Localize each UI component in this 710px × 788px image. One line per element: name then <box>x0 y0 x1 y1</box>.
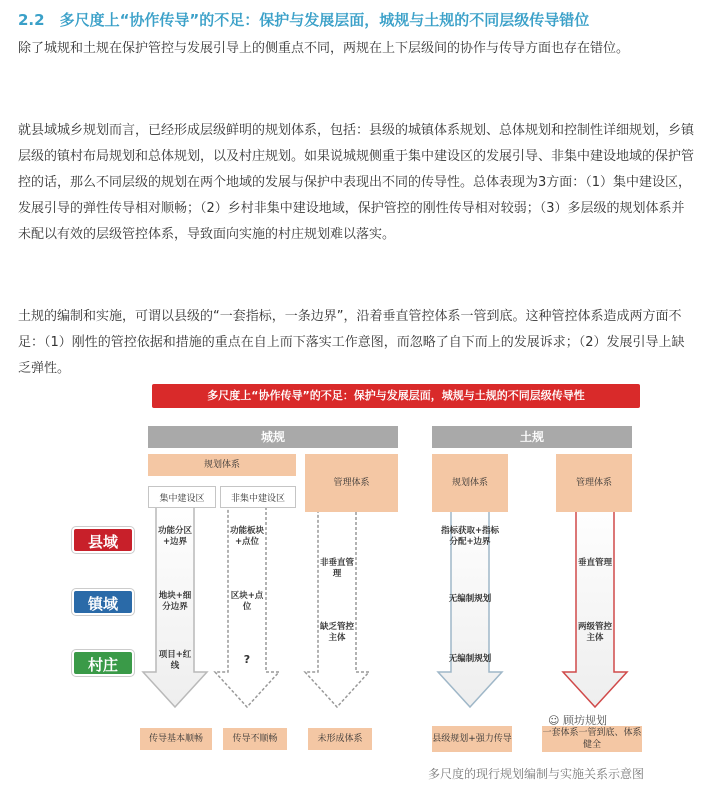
col4-county: 指标获取+指标分配+边界 <box>440 526 500 547</box>
land-management-system: 管理体系 <box>556 454 632 512</box>
bottom-col4: 县级规划+强力传导 <box>432 726 512 752</box>
col4-town: 无编制规划 <box>448 594 492 604</box>
city-plan-header: 城规 <box>148 426 398 448</box>
col4-village: 无编制规划 <box>448 654 492 664</box>
arrow-col5 <box>563 500 627 707</box>
paragraph-1: 除了城规和土规在保护管控与发展引导上的侧重点不同，两规在上下层级间的协作与传导方面也存在错位。 <box>18 41 630 56</box>
city-management-system: 管理体系 <box>305 454 398 512</box>
concentrated-area: 集中建设区 <box>148 486 216 508</box>
land-plan-header: 土规 <box>432 426 632 448</box>
figure-caption: 多尺度的现行规划编制与实施关系示意图 <box>428 767 645 781</box>
paragraph-3: 土规的编制和实施，可谓以县级的“一套指标，一条边界”，沿着垂直管控体系一管到底。这种管控体系造成两方面不足：（1）刚性的管控依据和措施的重点在自上而下落实工作意图，而忽略了自下而上的发展诉求；（2）发展引导上缺乏弹性。 <box>18 309 685 376</box>
level-town: 镇域 <box>72 589 134 615</box>
col3-upper: 非垂直管理 <box>319 558 354 579</box>
col2-town: 区块+点位 <box>230 591 264 612</box>
col5-lower: 两级管控主体 <box>577 622 612 643</box>
col1-town: 地块+细分边界 <box>158 591 192 612</box>
city-planning-system: 规划体系 <box>148 454 296 476</box>
wechat-icon: ☺ <box>548 714 563 727</box>
col3-lower: 缺乏管控主体 <box>319 622 354 643</box>
figure-banner: 多尺度上“协作传导”的不足：保护与发展层面，城规与土规的不同层级传导性 <box>152 384 640 408</box>
bottom-col3: 未形成体系 <box>308 728 372 750</box>
arrow-col3 <box>305 500 369 707</box>
section-heading: 2.2 多尺度上“协作传导”的不足：保护与发展层面，城规与土规的不同层级传导错位 <box>18 11 590 29</box>
non-concentrated-area: 非集中建设区 <box>220 486 296 508</box>
level-village: 村庄 <box>72 650 134 676</box>
col2-village: ? <box>243 653 251 666</box>
bottom-col5: 一套体系一管到底、体系健全 <box>542 728 642 750</box>
bottom-col1: 传导基本顺畅 <box>140 728 212 750</box>
col5-upper: 垂直管理 <box>577 558 612 568</box>
col1-village: 项目+红线 <box>158 650 192 671</box>
bottom-col2: 传导不顺畅 <box>223 728 287 750</box>
diagram-figure <box>68 382 648 754</box>
col1-county: 功能分区+边界 <box>157 526 192 547</box>
col2-county: 功能板块+点位 <box>229 526 264 547</box>
paragraph-2: 就县域城乡规划而言，已经形成层级鲜明的规划体系，包括：县级的城镇体系规划、总体规划和控制性详细规划，乡镇层级的镇村布局规划和总体规划，以及村庄规划。如果说城规侧重于集中建设区的发展引导、非集中建设地域的保护管控的话，那么不同层级的规划在两个地域的发展与保护中表现出不同的传导性。总体表现为3方面：（1）集中建设区，发展引导的弹性传导相对顺畅；（2）乡村非集中建设地域，保护管控的刚性传导相对较弱；（3）多层级的规划体系并未配以有效的层级管控体系，导致面向实施的村庄规划难以落实。 <box>18 123 695 242</box>
land-planning-system: 规划体系 <box>432 454 508 512</box>
level-county: 县域 <box>72 527 134 553</box>
watermark: ☺ 顾坊规划 <box>548 714 607 727</box>
